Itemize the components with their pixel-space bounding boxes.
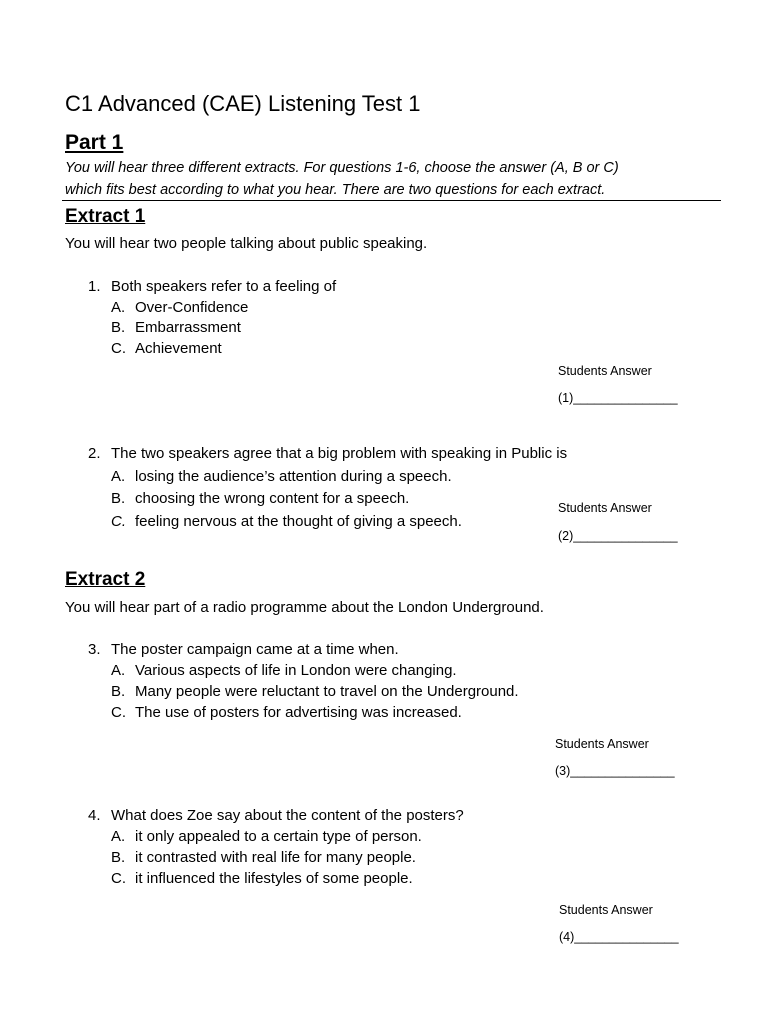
question-2-number: 2.	[88, 445, 101, 462]
q1-option-a-letter: A.	[111, 299, 126, 316]
question-1-text: Both speakers refer to a feeling of	[111, 278, 337, 295]
q1-option-c-letter: C.	[111, 340, 126, 357]
q1-option-b-letter: B.	[111, 319, 126, 336]
q3-option-a: Various aspects of life in London were changing.	[135, 662, 457, 679]
q1-answer-blank[interactable]: (1)_______________	[558, 391, 678, 405]
extract-1-description: You will hear two people talking about public speaking.	[65, 235, 428, 252]
instructions-line-2: which fits best according to what you hear. There are two questions for each extract.	[65, 182, 606, 198]
q2-option-b-letter: B.	[111, 490, 126, 507]
q2-option-c: feeling nervous at the thought of giving a speech.	[135, 513, 462, 530]
section-divider	[62, 200, 721, 201]
extract-2-heading: Extract 2	[65, 569, 146, 590]
q3-option-c: The use of posters for advertising was increased.	[135, 704, 462, 721]
q2-option-a: losing the audience’s attention during a speech.	[135, 468, 452, 485]
q4-option-c-letter: C.	[111, 870, 126, 887]
q4-option-b-letter: B.	[111, 849, 126, 866]
q1-answer-label: Students Answer	[558, 364, 652, 378]
q4-option-b: it contrasted with real life for many people.	[135, 849, 416, 866]
q3-answer-label: Students Answer	[555, 737, 649, 751]
q3-option-b: Many people were reluctant to travel on the Underground.	[135, 683, 519, 700]
q4-answer-label: Students Answer	[559, 903, 653, 917]
q3-option-b-letter: B.	[111, 683, 126, 700]
q2-answer-blank[interactable]: (2)_______________	[558, 529, 678, 543]
part-heading: Part 1	[65, 131, 124, 154]
q4-option-a-letter: A.	[111, 828, 126, 845]
question-4-number: 4.	[88, 807, 101, 824]
q2-answer-label: Students Answer	[558, 501, 652, 515]
question-3-number: 3.	[88, 641, 101, 658]
page-title: C1 Advanced (CAE) Listening Test 1	[65, 91, 421, 116]
question-3-text: The poster campaign came at a time when.	[111, 641, 399, 658]
q2-option-c-letter: C.	[111, 513, 126, 530]
q4-answer-blank[interactable]: (4)_______________	[559, 930, 679, 944]
q1-option-b: Embarrassment	[135, 319, 241, 336]
q3-answer-blank[interactable]: (3)_______________	[555, 764, 675, 778]
extract-1-heading: Extract 1	[65, 206, 146, 227]
q2-option-a-letter: A.	[111, 468, 126, 485]
question-1-number: 1.	[88, 278, 101, 295]
q3-option-c-letter: C.	[111, 704, 126, 721]
extract-2-description: You will hear part of a radio programme about the London Underground.	[65, 599, 544, 616]
q2-option-b: choosing the wrong content for a speech.	[135, 490, 410, 507]
q3-option-a-letter: A.	[111, 662, 126, 679]
q4-option-c: it influenced the lifestyles of some people.	[135, 870, 413, 887]
instructions-line-1: You will hear three different extracts. For questions 1-6, choose the answer (A, B or C)	[65, 160, 619, 176]
q4-option-a: it only appealed to a certain type of person.	[135, 828, 422, 845]
question-2-text: The two speakers agree that a big problem with speaking in Public is	[111, 445, 568, 462]
question-4-text: What does Zoe say about the content of the posters?	[111, 807, 464, 824]
q1-option-a: Over-Confidence	[135, 299, 249, 316]
q1-option-c: Achievement	[135, 340, 222, 357]
